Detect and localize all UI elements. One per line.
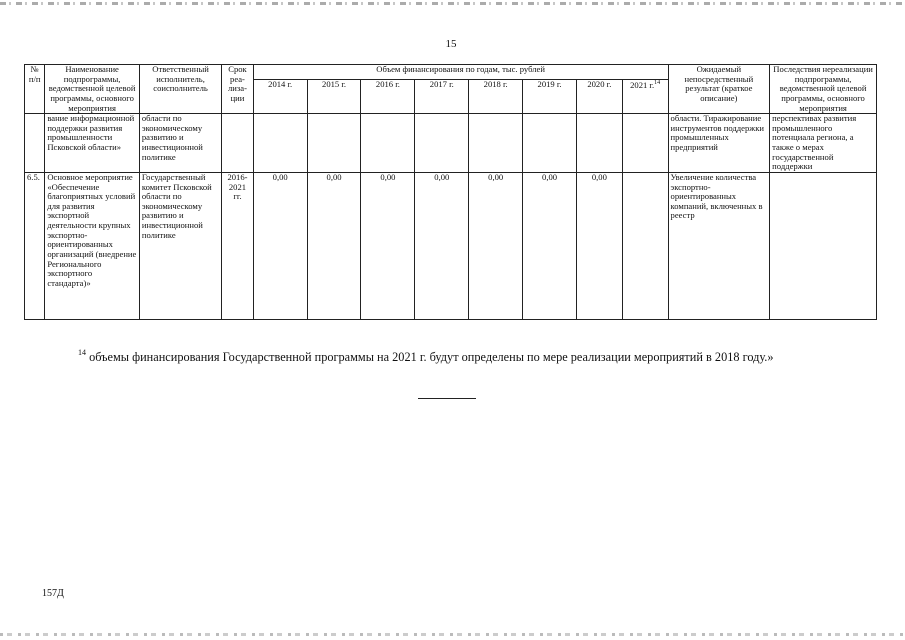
header-year: 2016 г. xyxy=(361,80,415,114)
cell-value: 0,00 xyxy=(307,172,361,319)
cell-value xyxy=(622,172,668,319)
header-num: № п/п xyxy=(25,65,45,114)
page-number: 15 xyxy=(445,38,457,50)
footnote-mark: 14 xyxy=(78,348,86,357)
table-row-continuation xyxy=(25,114,877,173)
cell-value xyxy=(576,114,622,173)
cell-name: вание информационной поддержки развития промышленности Псковской области» xyxy=(45,114,140,173)
cell-value: 0,00 xyxy=(253,172,307,319)
cell-value xyxy=(253,114,307,173)
header-year: 2019 г. xyxy=(523,80,577,114)
cell-num xyxy=(25,114,45,173)
header-year: 2020 г. xyxy=(576,80,622,114)
cell-executor: Государственный комитет Псковской области по экономическому развитию и инвестиционной политике xyxy=(139,172,221,319)
scan-edge-bottom xyxy=(0,633,905,636)
header-consequences: Последствия нереализации подпрограммы, ведомственной целевой программы, основного мероприятия xyxy=(770,65,877,114)
cell-period: 2016-2021 гг. xyxy=(222,172,254,319)
header-year-last-label: 2021 г. xyxy=(630,80,655,90)
cell-num: 6.5. xyxy=(25,172,45,319)
footnote-text: объемы финансирования Государственной программы на 2021 г. будут определены по мере реализации мероприятий в 2018 году.» xyxy=(89,350,774,364)
cell-value xyxy=(415,114,469,173)
footnote-ref: 14 xyxy=(654,80,661,86)
cell-value: 0,00 xyxy=(415,172,469,319)
header-executor: Ответственный исполнитель, соисполнитель xyxy=(139,65,221,114)
header-year-last xyxy=(622,80,668,114)
financing-table xyxy=(24,64,877,320)
header-period: Срок реа-лиза-ции xyxy=(222,65,254,114)
header-year: 2017 г. xyxy=(415,80,469,114)
header-year: 2015 г. xyxy=(307,80,361,114)
cell-executor: области по экономическому развитию и инвестиционной политике xyxy=(139,114,221,173)
header-year: 2014 г. xyxy=(253,80,307,114)
footnote xyxy=(78,348,878,365)
cell-value xyxy=(361,114,415,173)
cell-value xyxy=(523,114,577,173)
header-financing: Объем финансирования по годам, тыс. рублей xyxy=(253,65,668,80)
cell-expected-result: области. Тиражирование инструментов поддержки промышленных предприятий xyxy=(668,114,770,173)
cell-consequences xyxy=(770,172,877,319)
header-name: Наименование подпрограммы, ведомственной целевой программы, основного мероприятия xyxy=(45,65,140,114)
cell-value: 0,00 xyxy=(361,172,415,319)
header-year: 2018 г. xyxy=(469,80,523,114)
document-code: 157Д xyxy=(42,588,64,599)
cell-value: 0,00 xyxy=(469,172,523,319)
header-expected-result: Ожидаемый непосредственный результат (краткое описание) xyxy=(668,65,770,114)
cell-value xyxy=(469,114,523,173)
separator-line xyxy=(418,398,476,399)
cell-value xyxy=(622,114,668,173)
cell-period xyxy=(222,114,254,173)
table-row-6-5 xyxy=(25,172,877,319)
cell-name: Основное мероприятие «Обеспечение благоприятных условий для развития экспортной деятельности крупных экспортно-ориентированных организаций (внедрение Регионального экспортного стандарта)» xyxy=(45,172,140,319)
cell-value: 0,00 xyxy=(523,172,577,319)
cell-value xyxy=(307,114,361,173)
scan-edge-top xyxy=(0,2,905,5)
cell-expected-result: Увеличение количества экспортно-ориентированных компаний, включенных в реестр xyxy=(668,172,770,319)
cell-value: 0,00 xyxy=(576,172,622,319)
cell-consequences: перспективах развития промышленного потенциала региона, а также о мерах государственной поддержки xyxy=(770,114,877,173)
header-row xyxy=(25,65,877,80)
